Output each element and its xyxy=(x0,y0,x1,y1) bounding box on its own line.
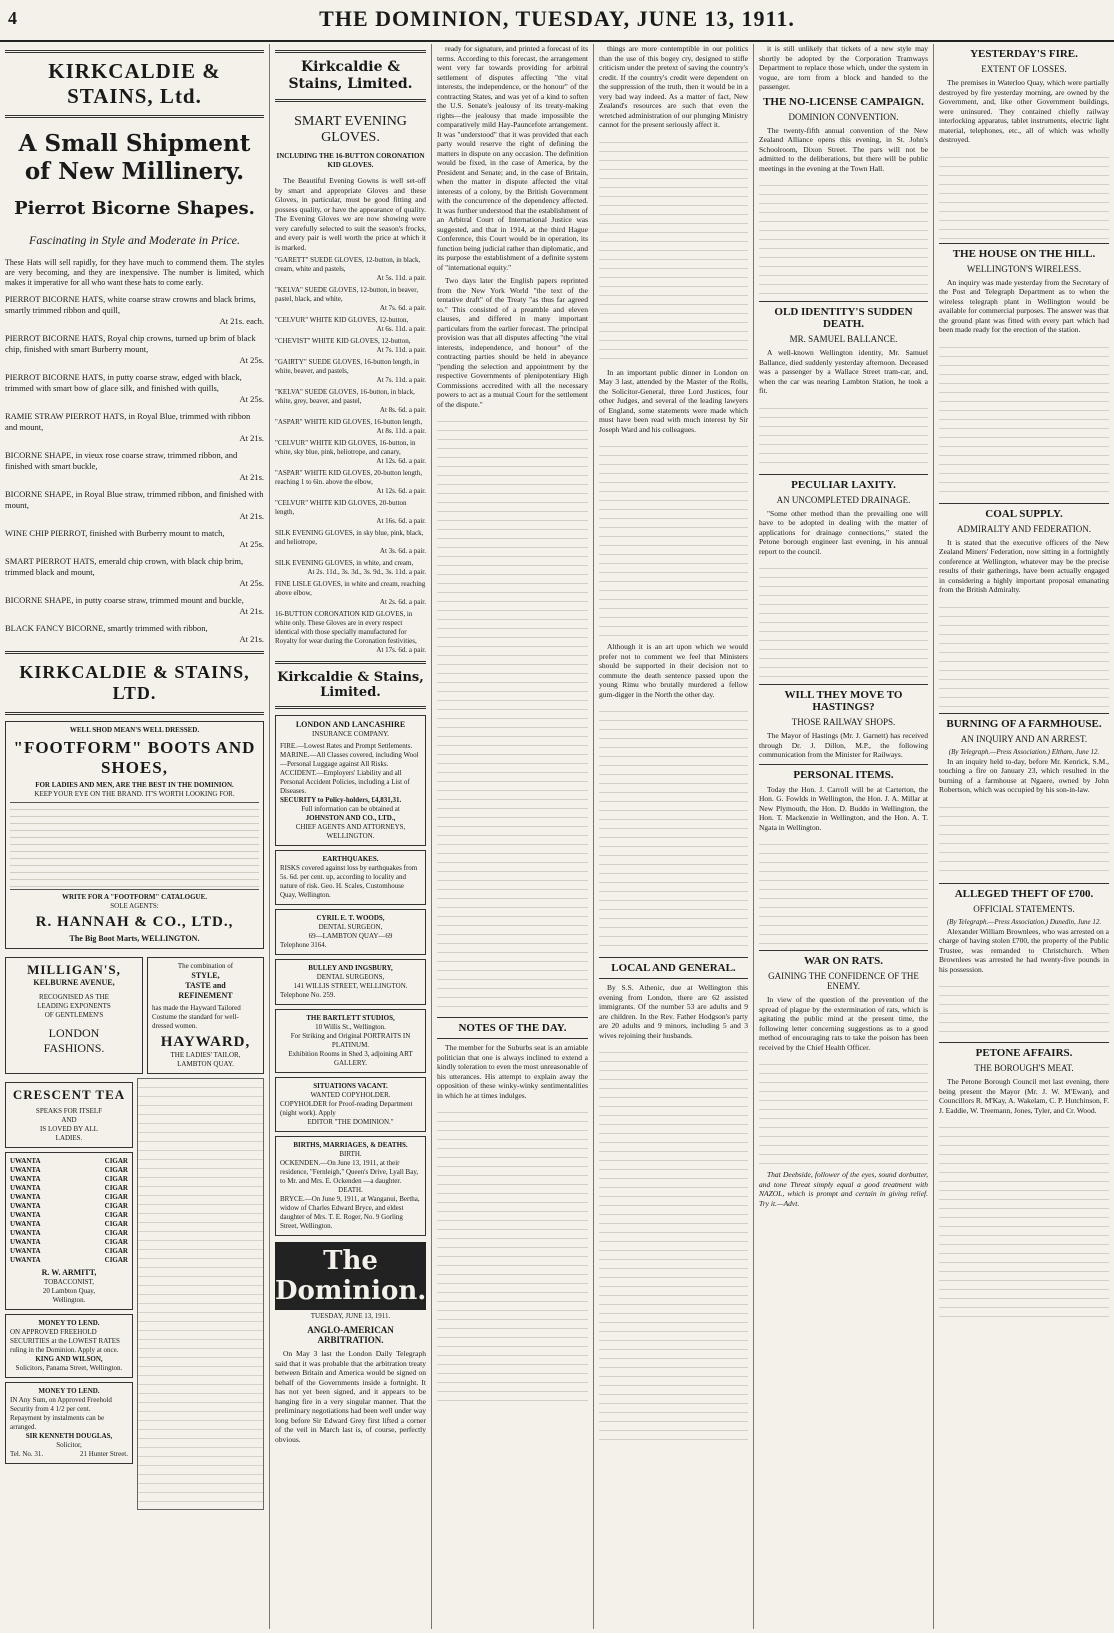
footform-title: "FOOTFORM" BOOTS AND SHOES, xyxy=(13,738,256,777)
editorial-date: TUESDAY, JUNE 13, 1911. xyxy=(310,1312,391,1320)
glove-item: "CHEVIST" WHITE KID GLOVES, 12-button, At 7s. 11d. a pair. xyxy=(275,337,426,354)
coal-supply-text: It is stated that the executive officers of the New Zealand Miners' Federation, now sitting in a fortnightly conference at Wellington, whatever may be the precise results of their gatherings, have been actually engaged in considering a highly important proposal emanating from the British Admiralty. xyxy=(939,537,1109,594)
coal-supply-subhead: ADMIRALTY AND FEDERATION. xyxy=(956,523,1092,534)
gloves-subhead: INCLUDING THE 16-BUTTON CORONATION KID GLOVES. xyxy=(276,152,425,169)
millinery-item: WINE CHIP PIERROT, finished with Burberry mount to match, At 25s. xyxy=(5,528,264,549)
dentist-bulley-ad: BULLEY AND INGSBURY, DENTAL SURGEONS, 141 WILLIS STREET, WELLINGTON. Telephone No. 259. xyxy=(275,959,426,1005)
millinery-tagline: Fascinating in Style and Moderate in Price. xyxy=(29,233,240,247)
old-identity-text: A well-known Wellington identity, Mr. Samuel Ballance, died suddenly yesterday afternoon. Deceased was a passenger by a Wallace Street tram-car, and, when the car was nearing Lambton Station, he took a fit. xyxy=(759,348,928,395)
uwanta-word: UWANTA xyxy=(10,1247,41,1255)
nazol-advert: That Deebside, follower of the eyes, sound dorbutter, and tone Threat simply equal a good treatment with NAZOL, which is prompt and certain in giving relief. Try it.—Advt. xyxy=(759,1170,928,1208)
notes-text-1: things are more contemptible in our politics than the use of this bogey cry, designed to stifle criticism under the pretext of saving the country's credit. If the country's credit were dependent on the suppression of the truth, then it would be in a very bad way indeed. As a matter of fact, New Zealand's resources are such that even the wretched administration of our plunging Ministry cannot for the present seriously affect it. xyxy=(599,44,748,129)
uwanta-word: UWANTA xyxy=(10,1184,41,1192)
column-3-editorial xyxy=(432,44,594,1629)
millinery-item: PIERROT BICORNE HATS, white coarse straw crowns and black brims, smartly trimmed ribbon and quill, At 21s. each. xyxy=(5,294,264,326)
glove-item: "CELVUR" WHITE KID GLOVES, 20-button length, At 16s. 6d. a pair. xyxy=(275,499,426,525)
peculiar-laxity-heading: PECULIAR LAXITY. xyxy=(791,478,896,491)
cigar-word: CIGAR xyxy=(104,1247,128,1255)
cigar-word: CIGAR xyxy=(104,1166,128,1174)
cigar-word: CIGAR xyxy=(104,1184,128,1192)
right-small-ads xyxy=(137,1078,264,1510)
insurance-ad: LONDON AND LANCASHIRE INSURANCE COMPANY. FIRE.—Lowest Rates and Prompt Settlements. MARINE.—All Classes covered, including Wool—Personal Luggage against All Risks. ACCIDENT.—Employers' Liability and all Personal Accident Policies, including a List of Diseases. SECURITY to Policy-holders, £4,831,31. Full information can be obtained at JOHNSTON AND CO., LTD., CHIEF AGENTS AND ATTORNEYS, WELLINGTON. xyxy=(275,715,426,846)
millinery-headline: A Small Shipment of New Millinery. xyxy=(18,130,251,185)
masthead xyxy=(0,0,1114,42)
firm-name-gloves-repeat: Kirkcaldie & Stains, Limited. xyxy=(277,670,424,700)
cigar-word: CIGAR xyxy=(104,1256,128,1264)
cigar-word: CIGAR xyxy=(104,1229,128,1237)
glove-item: "KELVA" SUEDE GLOVES, 12-button, in beaver, pastel, black, and white, At 7s. 6d. a pair. xyxy=(275,286,426,312)
dentist-woods-ad: CYRIL E. T. WOODS, DENTAL SURGEON, 69—LAMBTON QUAY—69 Telephone 3164. xyxy=(275,909,426,955)
uwanta-word: UWANTA xyxy=(10,1166,41,1174)
cigar-word: CIGAR xyxy=(104,1220,128,1228)
petone-subhead: THE BOROUGH'S MEAT. xyxy=(974,1063,1074,1073)
firm-name-kirkcaldie: KIRKCALDIE & STAINS, Ltd. xyxy=(48,59,221,108)
uwanta-column xyxy=(10,1157,41,1265)
personal-items-text: Today the Hon. J. Carroll will be at Carterton, the Hon. G. Fowlds in Wellington, the Hon. J. A. Millar at New Plymouth, the Hon. D. Buddo in Wellington, the Hon. T. Mackenzie in Wellington, and the Hon. A. T. Ngata in Wellington. xyxy=(759,784,928,832)
cigar-word: CIGAR xyxy=(104,1175,128,1183)
farm-filler xyxy=(939,799,1109,879)
theft-byline: (By Telegraph.—Press Association.) Dunedin, June 12. xyxy=(946,917,1102,926)
farmhouse-byline: (By Telegraph.—Press Association.) Eltham, June 12. xyxy=(948,747,1100,756)
hastings-text: The Mayor of Hastings (Mr. J. Garnett) has received through Dr. J. Dillon, M.P., the following communication from the Minister for Railways. xyxy=(759,731,928,759)
rats-filler xyxy=(759,1056,928,1166)
earthquakes-ad: EARTHQUAKES. RISKS covered against loss by earthquakes from 5s. 6d. per cent. up, according to locality and nature of risk. Geo. H. Scales, Customhouse Quay, Wellington. xyxy=(275,850,426,905)
notes-filler-1 xyxy=(599,134,748,364)
petone-filler xyxy=(939,1119,1109,1319)
theft-heading: ALLEGED THEFT OF £700. xyxy=(954,887,1094,900)
millinery-item: BLACK FANCY BICORNE, smartly trimmed with ribbon, At 21s. xyxy=(5,623,264,644)
old-identity-subhead: MR. SAMUEL BALLANCE. xyxy=(789,334,898,344)
millinery-item: BICORNE SHAPE, in vieux rose coarse straw, trimmed ribbon, and finished with smart buckle, At 21s. xyxy=(5,450,264,482)
house-on-hill-heading: THE HOUSE ON THE HILL. xyxy=(952,247,1096,260)
war-on-rats-subhead: GAINING THE CONFIDENCE OF THE ENEMY. xyxy=(768,971,919,991)
hayward-ad: The combination of STYLE, TASTE and REFINEMENT has made the Hayward Tailored Costume the standard for well-dressed women. HAYWARD, THE LADIES' TAILOR, LAMBTON QUAY. xyxy=(147,957,264,1074)
glove-item: 16-BUTTON CORONATION KID GLOVES, in white only. These Gloves are in every respect identical with those specially manufactured for Royalty for wear during the Coronation festivities, At 17s. 6d. a pair. xyxy=(275,610,426,654)
column-1-millinery-ads xyxy=(0,44,270,1629)
millinery-item-list xyxy=(5,294,264,645)
millinery-item: BICORNE SHAPE, in putty coarse straw, trimmed mount and buckle, At 21s. xyxy=(5,595,264,616)
gloves-intro: The Beautiful Evening Gowns is well set-off by smart and appropriate Gloves and these Gloves, in particular, must be good fitting and possess quality, or have the appearance of quality. The Evening Gloves we are now showing were very carefully selected to suit the season's frocks, and every pair is well worth the price at which it is marked. xyxy=(275,176,426,252)
fire-filler xyxy=(939,149,1109,239)
old-identity-filler xyxy=(759,400,928,470)
arbitration-text-2: Two days later the English papers reprinted from the New York World "the text of the tentative draft" of the Treaty "as thus far agreed to." This consisted of a preamble and eleven clauses, and differed in many important particulars from the earlier forecast. The principal provision was that all disputes affecting "the vital interests, independence, and honour" of the contracting parties should be held in abeyance "pending the selection and appointment by the respective Governments of plenipotentiary High Commissions accredited with all the necessary powers to act as a mutual Court for the settlement of the dispute." xyxy=(437,276,588,409)
uwanta-word: UWANTA xyxy=(10,1193,41,1201)
war-on-rats-heading: WAR ON RATS. xyxy=(804,955,883,967)
glove-list xyxy=(275,256,426,655)
money-to-lend-ad-2: MONEY TO LEND. IN Any Sum, on Approved Freehold Security from 4 1/2 per cent. Repayment by instalments can be arranged. SIR KENNETH DOUGLAS, Solicitor, Tel. No. 31. 21 Hunter Street. xyxy=(5,1382,133,1464)
laxity-filler xyxy=(759,560,928,680)
arbitration-text-1: ready for signature, and printed a forecast of its terms. According to this forecast, the arrangement went very far towards providing for arbitral settlement of disputes affecting "the vital interests, the independence, or the honour" of the contracting States, and was yet of a kind to soften the U.S. Senate's jealousy of its treaty-making rights—the jealousy that made impossible the comparatively mild Hay-Pauncefote arrangement. It was "understood" that it was provided that each party would reserve the right of defining the matters in dispute on any occasion. The definition would be fixed, in the case of America, by the President and Senate; and, in the case of Britain, when the matter in dispute affected the vital interests of a colony, by the British Government with the concurrence of the dependency affected. It was further understood that the establishment of an Arbitral Court of International Justice was suggested, and that in 1914, at the third Hague Conference, this Court would be in operation, its function being judicial rather than diplomatic, and its purpose the establishment of a definite system of "international equity." xyxy=(437,44,589,272)
peculiar-laxity-subhead: AN UNCOMPLETED DRAINAGE. xyxy=(776,494,911,505)
editorial-headline: ANGLO-AMERICAN ARBITRATION. xyxy=(307,1325,394,1345)
yesterdays-fire-subhead: EXTENT OF LOSSES. xyxy=(981,64,1067,74)
glove-item: "GARETT" SUEDE GLOVES, 12-button, in black, cream, white and pastels, At 5s. 11d. a pair. xyxy=(275,256,426,282)
uwanta-word: UWANTA xyxy=(10,1211,41,1219)
column-4-notes xyxy=(594,44,754,1629)
firm-name-repeat: KIRKCALDIE & STAINS, LTD. xyxy=(19,662,250,703)
peculiar-laxity-text: "Some other method than the prevailing one will have to be adopted in dealing with the matter of applications for drainage connections," stated the Petone borough engineer last evening, in his annual report to the council. xyxy=(759,508,928,556)
farmhouse-text: In an inquiry held to-day, before Mr. Kenrick, S.M., touching a fire on January 23, which resulted in the burning of a farmhouse at Ngaere, owned by John Robertson, which was occupied by his son-in-law. xyxy=(939,756,1109,794)
farmhouse-heading: BURNING OF A FARMHOUSE. xyxy=(946,717,1102,730)
column-6-news xyxy=(934,44,1114,1629)
theft-filler xyxy=(939,978,1109,1038)
farmhouse-subhead: AN INQUIRY AND AN ARREST. xyxy=(960,733,1088,744)
uwanta-word: UWANTA xyxy=(10,1157,41,1165)
coal-supply-heading: COAL SUPPLY. xyxy=(985,507,1063,520)
notes-continued xyxy=(437,1104,588,1404)
personal-filler xyxy=(759,836,928,946)
no-license-heading: THE NO-LICENSE CAMPAIGN. xyxy=(763,95,924,108)
millinery-item: SMART PIERROT HATS, emerald chip crown, with black chip brim, trimmed black and mount, At 25s. xyxy=(5,556,264,588)
newspaper-title: THE DOMINION, TUESDAY, JUNE 13, 1911. xyxy=(319,6,795,31)
local-and-general-text: By S.S. Athenic, due at Wellington this evening from London, there are 62 assisted immigrants. Of the number 53 are adults and 9 are children. In the Rev. Father Hodgson's party are 20 adults and 9 minors, including 5 and 3 wives rejoining their husbands. xyxy=(599,983,748,1040)
personal-items-heading: PERSONAL ITEMS. xyxy=(793,768,894,781)
uwanta-word: UWANTA xyxy=(10,1229,41,1237)
local-filler xyxy=(599,1044,748,1444)
births-marriages-deaths: BIRTHS, MARRIAGES, & DEATHS. BIRTH. OCKENDEN.—On June 13, 1911, at their residence, "Fernleigh," Queen's Drive, Lyall Bay, to Mr. and Mrs. E. Ockenden —a daughter. DEATH. BRYCE.—On June 9, 1911, at Wanganui, Bertha, widow of Charles Edward Bryce, and eldest daughter of Mrs. T. E. Roger, No. 9 Gorling Street, Wellington. xyxy=(275,1136,426,1236)
millinery-subhead: Pierrot Bicorne Shapes. xyxy=(14,198,255,219)
tram-tickets-text: it is still unlikely that tickets of a new style may shortly be adopted by the Corporation Tramways Department to replace those which, under the system in vogue, are torn from a block and handed to the passenger. xyxy=(759,44,928,91)
no-license-filler xyxy=(759,177,928,297)
millinery-item: PIERROT BICORNE HATS, in putty coarse straw, edged with black, trimmed with smart bow of glace silk, and finished with quills, At 25s. xyxy=(5,372,264,404)
cigar-word: CIGAR xyxy=(104,1211,128,1219)
left-small-ads xyxy=(5,1078,133,1510)
cigar-word: CIGAR xyxy=(104,1238,128,1246)
glove-item: "ASPAR" WHITE KID GLOVES, 16-button length, At 8s. 11d. a pair. xyxy=(275,418,426,435)
column-5-news xyxy=(754,44,934,1629)
footform-shoe-ad: WELL SHOD MEAN'S WELL DRESSED. "FOOTFORM" BOOTS AND SHOES, FOR LADIES AND MEN, ARE THE BEST IN THE DOMINION. KEEP YOUR EYE ON THE BRAND. IT'S WORTH LOOKING FOR. WRITE FOR A "FOOTFORM" CATALOGUE. SOLE AGENTS: R. HANNAH & CO., LTD., The Big Boot Marts, WELLINGTON. xyxy=(5,721,264,949)
coal-filler xyxy=(939,599,1109,709)
no-license-subhead: DOMINION CONVENTION. xyxy=(788,111,899,122)
house-on-hill-text: An inquiry was made yesterday from the Secretary of the Post and Telegraph Department as to when the wireless telegraph plant in Wellington would be available for commercial purposes. The answer was that the ground plant was fitted with every part which had been made ready for the erection of the station. xyxy=(939,277,1109,334)
page-number: 4 xyxy=(8,8,17,28)
notes-text-2: In an important public dinner in London on May 3 last, attended by the Master of the Rolls, the Solicitor-General, three Lord Justices, four other Judges, and several of the leading lawyers of England, some statements were made which must have been read with much interest by Sir Joseph Ward and his colleagues. xyxy=(599,367,748,434)
gloves-headline: SMART EVENING GLOVES. xyxy=(294,114,407,145)
hill-filler xyxy=(939,339,1109,499)
crescent-tea-ad: CRESCENT TEA SPEAKS FOR ITSELF AND IS LOVED BY ALL LADIES. xyxy=(5,1082,133,1148)
cigar-word: CIGAR xyxy=(104,1202,128,1210)
money-to-lend-ad-1: MONEY TO LEND. ON APPROVED FREEHOLD SECURITIES at the LOWEST RATES ruling in the Dominion. Apply at once. KING AND WILSON, Solicitors, Panama Street, Wellington. xyxy=(5,1314,133,1378)
theft-subhead: OFFICIAL STATEMENTS. xyxy=(973,903,1075,914)
war-on-rats-text: In view of the question of the prevention of the spread of plague by the extermination of rats, which is agitating the public mind at the present time, the following letter concerning suggestions as to a good method of encouraging rats to take the poison has been received by the Chief Health Officer. xyxy=(759,995,928,1052)
notes-filler-3 xyxy=(599,703,748,953)
notes-of-the-day-text: The member for the Suburbs seat is an amiable politician that one is always inclined to extend a kindly toleration to even the most unreasonable of his utterances. His attempt to explain away the opposition of these winky-winky sentimentalities in which he at times indulges. xyxy=(437,1043,588,1100)
glove-item: SILK EVENING GLOVES, in sky blue, pink, black, and heliotrope, At 3s. 6d. a pair. xyxy=(275,529,426,555)
millinery-item: RAMIE STRAW PIERROT HATS, in Royal Blue, trimmed with ribbon and mount, At 21s. xyxy=(5,411,264,443)
old-identity-heading: OLD IDENTITY'S SUDDEN DEATH. xyxy=(774,306,913,330)
dominion-nameplate: The Dominion. xyxy=(275,1242,426,1310)
notes-of-the-day-heading: NOTES OF THE DAY. xyxy=(458,1022,567,1034)
uwanta-word: UWANTA xyxy=(10,1202,41,1210)
tailors-and-other-ads xyxy=(137,1078,264,1510)
cigar-word: CIGAR xyxy=(104,1157,128,1165)
editorial-text: On May 3 last the London Daily Telegraph said that it was probable that the arbitration treaty between Britain and America would be signed on behalf of the Governments inside a fortnight. It has not yet been signed, and it appears to be hanging fire in a very singular manner. That the preliminary negotiations had been well under way long before Sir Edward Grey first lifted a corner of the veil in March last is, of course, perfectly obvious. xyxy=(275,1349,426,1444)
firm-name-gloves: Kirkcaldie & Stains, Limited. xyxy=(288,59,413,92)
hastings-heading: WILL THEY MOVE TO HASTINGS? xyxy=(784,689,903,713)
theft-text: Alexander William Brownlees, who was arrested on a charge of having stolen £700, the property of the Public Trustee, was remanded to Christchurch. When Brownlees was arrested he had twenty-five pounds in his possession. xyxy=(939,926,1109,974)
millinery-item: PIERROT BICORNE HATS, Royal chip crowns, turned up brim of black chip, finished with smart Burberry mount, At 25s. xyxy=(5,333,264,365)
hannah-firm: R. HANNAH & CO., LTD., xyxy=(35,914,234,930)
hastings-subhead: THOSE RAILWAY SHOPS. xyxy=(791,717,896,727)
bartlett-studios-ad: THE BARTLETT STUDIOS, 10 Willis St., Wellington. For Striking and Original PORTRAITS IN PLATINUM. Exhibition Rooms in Shed 3, adjoining ART GALLERY. xyxy=(275,1009,426,1073)
notes-filler-2 xyxy=(599,438,748,638)
shoe-price-list xyxy=(10,802,259,890)
cigar-column xyxy=(105,1157,128,1265)
uwanta-cigar-ad: UWANTA UWANTA UWANTA UWANTA UWANTA UWANTA UWANTA UWANTA UWANTA UWANTA UWANTA UWANTA CIGAR CIGAR CIGAR CIGAR CIGAR CIGAR CIGAR CIGAR CIGAR CIGAR CIGAR CIGAR R. W. ARMITT, TOBACCONIST, 20 Lambton Quay, Wellington. xyxy=(5,1152,133,1310)
millinery-intro: These Hats will sell rapidly, for they have much to commend them. The styles are very becoming, and they are inexpensive. The number is limited, which makes it imperative for all who want these hats to come early. xyxy=(5,258,264,287)
glove-item: FINE LISLE GLOVES, in white and cream, reaching above elbow, At 2s. 6d. a pair. xyxy=(275,580,426,606)
notes-text-3: Although it is an art upon which we would prefer not to comment we feel that Ministers should be supported in their decision not to commute the death sentence passed upon the young Rimu who brutally murdered a fellow gum-digger in the North the other day. xyxy=(599,642,748,699)
continued-editorial xyxy=(437,413,588,1013)
petone-heading: PETONE AFFAIRS. xyxy=(975,1047,1073,1059)
uwanta-word: UWANTA xyxy=(10,1238,41,1246)
column-2-gloves xyxy=(270,44,432,1629)
glove-item: "CELVUR" WHITE KID GLOVES, 12-button, At 6s. 11d. a pair. xyxy=(275,316,426,333)
millinery-item: BICORNE SHAPE, in Royal Blue straw, trimmed ribbon, and finished with mount, At 21s. xyxy=(5,489,264,521)
petone-text: The Petone Borough Council met last evening, there being present the Mayor (Mr. J. W. M'Ewan), and Councillors R. M'Kay, A. Wakelam, C. P. Hutchinson, F. J. Eaddie, W. Treemann, Jones, Tyler, and Cr. Wood. xyxy=(939,1077,1109,1115)
glove-item: SILK EVENING GLOVES, in white, and cream, At 2s. 11d., 3s. 3d., 3s. 9d., 3s. 11d. a pair. xyxy=(275,559,426,576)
cigar-word: CIGAR xyxy=(104,1193,128,1201)
glove-item: "ASPAR" WHITE KID GLOVES, 20-button length, reaching 1 to 6in. above the elbow, At 12s. 6d. a pair. xyxy=(275,469,426,495)
yesterdays-fire-text: The premises in Waterloo Quay, which were partially destroyed by fire yesterday morning, are owned by the Government, and, like other Government buildings, were uninsured. They contained chiefly railway interlocking apparatus, tablet instruments, electric light material, telephones, etc., all of which was wholly destroyed. xyxy=(939,78,1109,144)
no-license-text: The twenty-fifth annual convention of the New Zealand Alliance opens this evening, in St. John's Schoolroom, Dixon Street. The pars will not be admitted to the deliberations, but there will be public meetings in the evening at the Town Hall. xyxy=(759,125,928,173)
situations-vacant: SITUATIONS VACANT. WANTED COPYHOLDER. COPYHOLDER for Proof-reading Department (night work). Apply EDITOR "THE DOMINION." xyxy=(275,1077,426,1132)
glove-item: "KELVA" SUEDE GLOVES, 16-button, in black, white, grey, beaver, and pastel, At 8s. 6d. a pair. xyxy=(275,388,426,414)
glove-item: "CELVUR" WHITE KID GLOVES, 16-button, in white, sky blue, pink, heliotrope, and canary, At 12s. 6d. a pair. xyxy=(275,439,426,465)
milligans-ad: MILLIGAN'S, KELBURNE AVENUE, RECOGNISED AS THE LEADING EXPONENTS OF GENTLEMEN'S LONDON FASHIONS. xyxy=(5,957,143,1074)
local-and-general-heading: LOCAL AND GENERAL. xyxy=(611,962,736,974)
uwanta-word: UWANTA xyxy=(10,1256,41,1264)
yesterdays-fire-heading: YESTERDAY'S FIRE. xyxy=(970,48,1078,60)
house-on-hill-subhead: WELLINGTON'S WIRELESS. xyxy=(966,263,1082,274)
glove-item: "GAIRTY" SUEDE GLOVES, 16-button length, in white, beaver, and pastels, At 7s. 11d. a pair. xyxy=(275,358,426,384)
uwanta-word: UWANTA xyxy=(10,1220,41,1228)
uwanta-word: UWANTA xyxy=(10,1175,41,1183)
